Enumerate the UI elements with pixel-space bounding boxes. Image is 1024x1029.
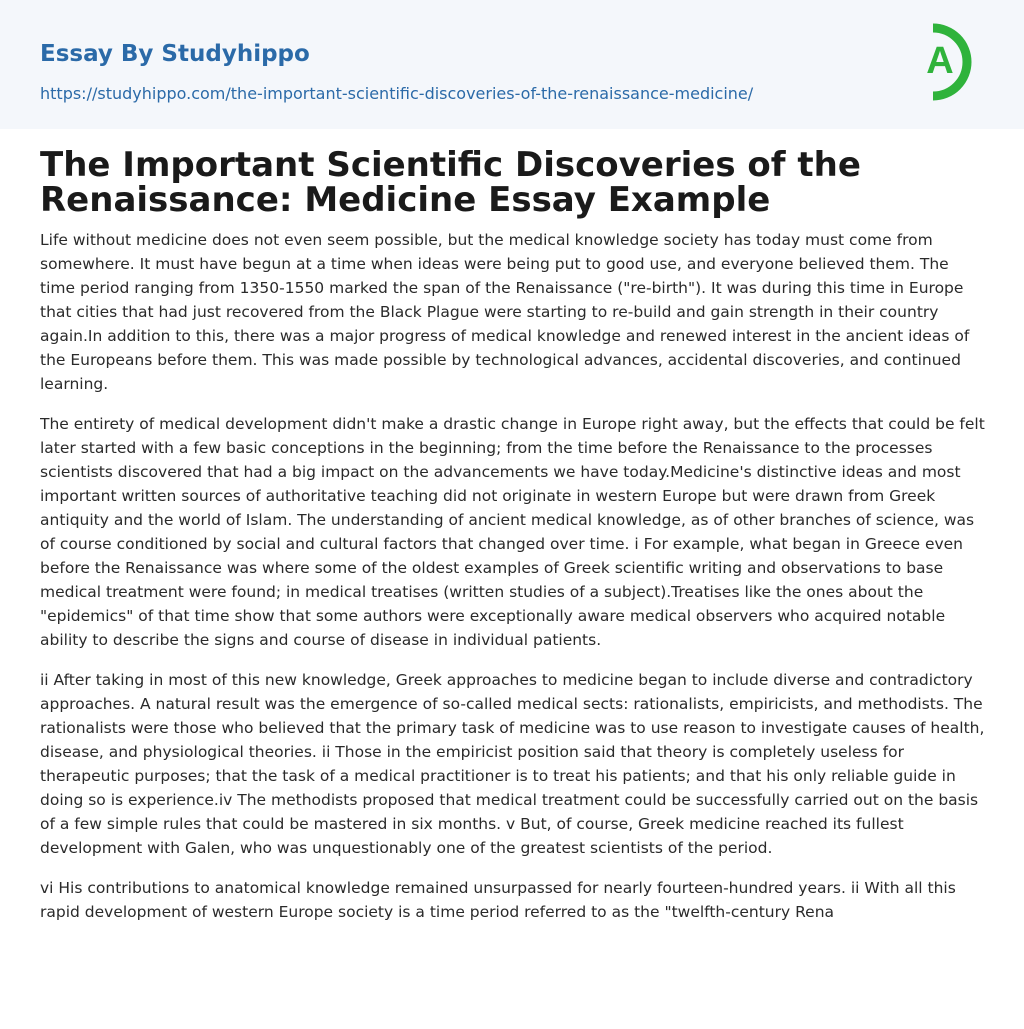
studyhippo-logo-icon[interactable] (912, 19, 986, 105)
article-title: The Important Scientific Discoveries of the Renaissance: Medicine Essay Example (40, 145, 861, 220)
logo-letter: A (926, 40, 954, 82)
article-paragraph: Life without medicine does not even seem possible, but the medical knowledge society has today must come from somewhere. It must have begun at a time when ideas were being put to good use, and everyone believed them. The time period ranging from 1350-1550 marked the span of the Renaissance ("re-birth"). It was during this time in Europe that cities that had just recovered from the Black Plague were starting to re-build and gain strength in their country again.In addition to this, there was a major progress of medical knowledge and renewed interest in the ancient ideas of the Europeans before them. This was made possible by technological advances, accidental discoveries, and continued learning. (40, 231, 970, 393)
site-brand[interactable]: Essay By Studyhippo (40, 41, 310, 67)
article-paragraph: The entirety of medical development didn't make a drastic change in Europe right away, but the effects that could be felt later started with a few basic conceptions in the beginning; from the time before the Renaissance to the processes scientists discovered that had a big impact on the advancements we have today.Medicine's distinctive ideas and most important written sources of authoritative teaching did not originate in western Europe but were drawn from Greek antiquity and the world of Islam. The understanding of ancient medical knowledge, as of other branches of science, was of course conditioned by social and cultural factors that changed over time. i For example, what began in Greece even before the Renaissance was where some of the oldest examples of Greek scientific writing and observations to base medical treatment were found; in medical treatises (written studies of a subject).Treatises like the ones about the "epidemics" of that time show that some authors were exceptionally aware medical observers who acquired notable ability to describe the signs and course of disease in individual patients. (40, 415, 985, 649)
article-paragraph: vi His contributions to anatomical knowledge remained unsurpassed for nearly fourteen-hundred years. ii With all this rapid development of western Europe society is a time period referred to as the "twelfth-century Rena (40, 879, 956, 921)
page-url-link[interactable]: https://studyhippo.com/the-important-scientific-discoveries-of-the-renaissance-medicine/ (40, 84, 754, 103)
article-body (40, 228, 988, 1028)
site-header (0, 0, 1024, 129)
article-paragraph: ii After taking in most of this new knowledge, Greek approaches to medicine began to include diverse and contradictory approaches. A natural result was the emergence of so-called medical sects: rationalists, empiricists, and methodists. The rationalists were those who believed that the primary task of medicine was to use reason to investigate causes of health, disease, and physiological theories. ii Those in the empiricist position said that theory is completely useless for therapeutic purposes; that the task of a medical practitioner is to treat his patients; and that his only reliable guide in doing so is experience.iv The methodists proposed that medical treatment could be successfully carried out on the basis of a few simple rules that could be mastered in six months. v But, of course, Greek medicine reached its fullest development with Galen, who was unquestionably one of the greatest scientists of the period. (40, 671, 985, 857)
